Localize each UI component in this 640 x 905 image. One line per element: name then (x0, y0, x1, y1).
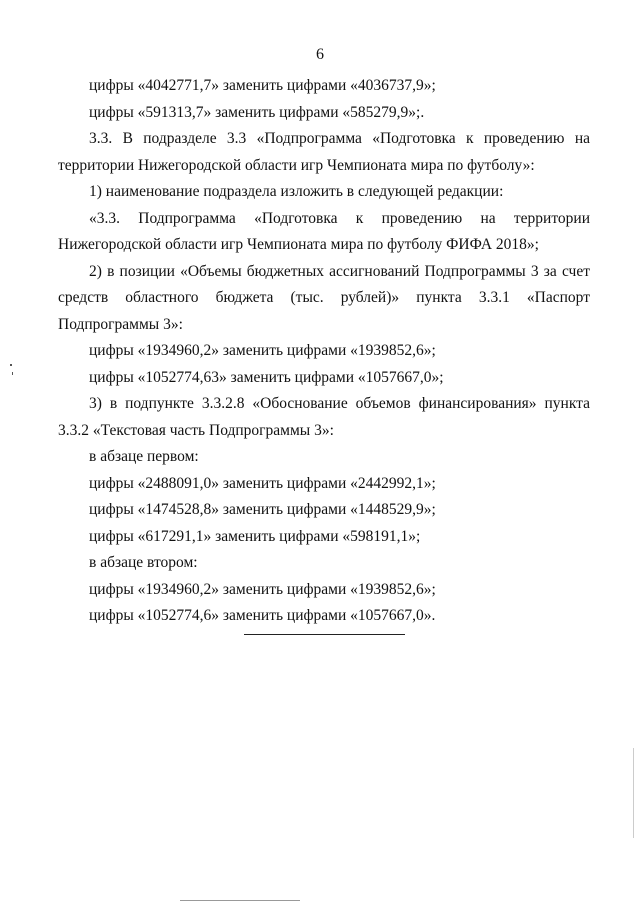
paragraph-replace-figures-7: цифры «617291,1» заменить цифрами «598191,1»; (89, 527, 421, 545)
paragraph-replace-figures-2: цифры «591313,7» заменить цифрами «585279,9»;. (89, 103, 425, 121)
document-body (58, 73, 590, 630)
paragraph-replace-figures-8: цифры «1934960,2» заменить цифрами «1939852,6»; (89, 580, 436, 598)
paragraph-replace-figures-9: цифры «1052774,6» заменить цифрами «1057667,0». (89, 607, 436, 624)
paragraph-replace-figures-6: цифры «1474528,8» заменить цифрами «1448529,9»; (89, 501, 436, 518)
paragraph-second-subparagraph: в абзаце втором: (89, 554, 198, 571)
paragraph-item-1: 1) наименование подраздела изложить в следующей редакции: (89, 183, 504, 200)
scan-artifact (10, 364, 12, 366)
paragraph-replace-figures-3: цифры «1934960,2» заменить цифрами «1939852,6»; (89, 342, 436, 359)
paragraph-item-2: 2) в позиции «Объемы бюджетных ассигнований Подпрограммы 3 за счет средств областного бюджета (тыс. рублей)» пункта 3.3.1 «Паспорт Подпрограммы 3»: (58, 262, 590, 333)
scan-artifact (180, 900, 300, 901)
page-number: 6 (316, 46, 324, 63)
scan-artifact (12, 372, 13, 375)
paragraph-item-3: 3) в подпункте 3.3.2.8 «Обоснование объемов финансирования» пункта 3.3.2 «Текстовая часть Подпрограммы 3»: (58, 395, 590, 439)
scan-artifact (633, 748, 634, 838)
paragraph-replace-figures-4: цифры «1052774,63» заменить цифрами «1057667,0»; (89, 368, 444, 386)
paragraph-subsection-3-3: 3.3. В подразделе 3.3 «Подпрограмма «Подготовка к проведению на территории Нижегородской области игр Чемпионата мира по футболу»: (58, 130, 590, 174)
paragraph-first-subparagraph: в абзаце первом: (89, 448, 199, 465)
closing-separator-line (244, 634, 405, 635)
paragraph-replace-figures-1: цифры «4042771,7» заменить цифрами «4036737,9»; (89, 77, 436, 94)
paragraph-replace-figures-5: цифры «2488091,0» заменить цифрами «2442992,1»; (89, 474, 436, 492)
paragraph-new-title: «3.3. Подпрограмма «Подготовка к проведению на территории Нижегородской области игр Чемпионата мира по футболу ФИФА 2018»; (58, 209, 590, 253)
